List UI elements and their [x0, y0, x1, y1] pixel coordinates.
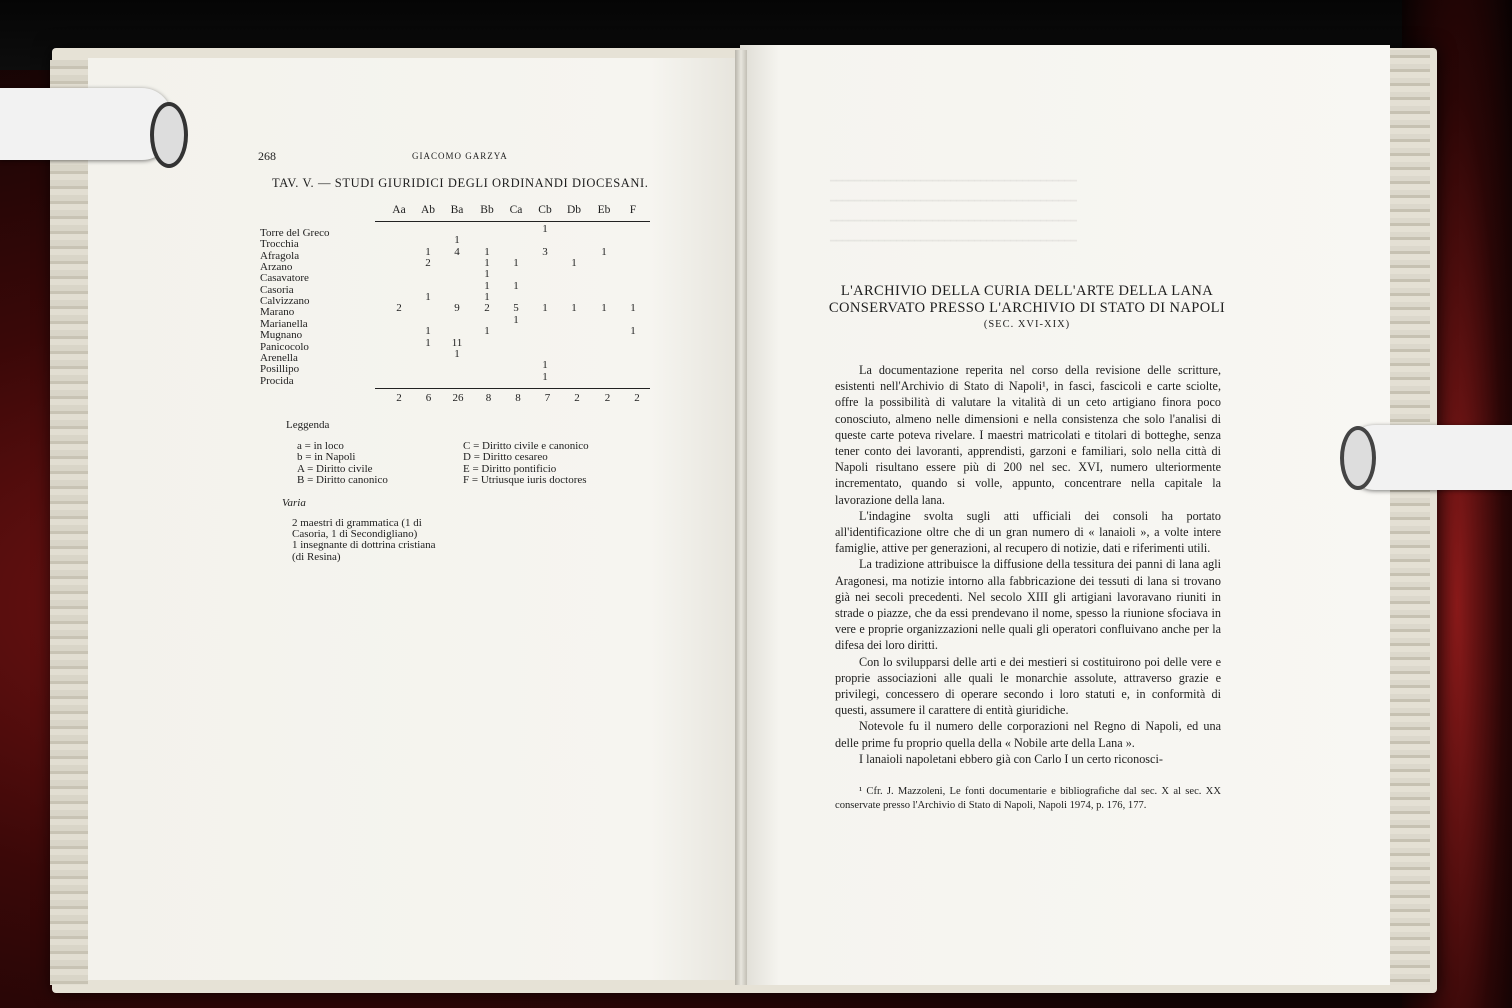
- show-through-text: ━━━━━━━━━━━━━━━━━━━━━━━━━━━━━━━━━━━━━━━━━: [830, 216, 1077, 227]
- table-cell: 9: [454, 302, 460, 315]
- table-cell: 2: [484, 302, 490, 315]
- legend-item: D = Diritto cesareo: [463, 451, 548, 464]
- title-line-1: L'ARCHIVIO DELLA CURIA DELL'ARTE DELLA LANA: [840, 283, 1214, 299]
- table-cell: 1: [601, 302, 607, 315]
- table-cell: 1: [484, 325, 490, 338]
- legend-item: b = in Napoli: [297, 451, 356, 464]
- table-cell: 1: [484, 268, 490, 281]
- column-header: Db: [566, 204, 582, 216]
- article-body: [835, 362, 1221, 767]
- table-cell: 1: [425, 336, 431, 349]
- show-through-text: ━━━━━━━━━━━━━━━━━━━━━━━━━━━━━━━━━━━━━━━━━: [830, 236, 1077, 247]
- row-label: Casoria: [260, 283, 294, 296]
- table-cell: 1: [454, 234, 460, 247]
- table-cell: 2: [396, 302, 402, 315]
- table-cell: 2: [425, 257, 431, 270]
- table-cell: 1: [425, 245, 431, 258]
- table-cell: 5: [513, 302, 519, 315]
- column-header: Ab: [420, 204, 436, 216]
- legend-item: 2 maestri di grammatica (1 di: [292, 517, 422, 529]
- table-title: TAV. V. — STUDI GIURIDICI DEGLI ORDINANDI DIOCESANI.: [272, 176, 649, 190]
- table-cell: 1: [601, 245, 607, 258]
- clip-ring-right: [1340, 426, 1376, 490]
- legend-item: E = Diritto pontificio: [463, 462, 557, 475]
- paragraph: I lanaioli napoletani ebbero già con Carlo I un certo riconosci-: [859, 751, 1163, 766]
- legend-item: B = Diritto canonico: [297, 473, 388, 486]
- book-gutter: [735, 50, 747, 985]
- column-header: Ba: [450, 204, 464, 216]
- total-cell: 2: [396, 392, 402, 404]
- table-cell: 1: [513, 257, 519, 270]
- total-cell: 26: [452, 392, 464, 404]
- table-cell: 1: [542, 302, 548, 315]
- legend-title: Leggenda: [286, 419, 330, 431]
- row-label: Trocchia: [260, 238, 299, 251]
- column-header: Ca: [509, 204, 523, 216]
- legend-item: Casoria, 1 di Secondigliano): [292, 528, 418, 541]
- legend-item: F = Utriusque iuris doctores: [463, 473, 587, 486]
- paragraph: L'indagine svolta sugli atti ufficiali dei consoli ha portato all'identificazione oltre che di un gran numero di « lanaioli », a volte intere famiglie, attive per generazioni, al recupero di notizie, dati e riferimenti utili.: [835, 508, 1221, 556]
- show-through-text: ━━━━━━━━━━━━━━━━━━━━━━━━━━━━━━━━━━━━━━━━━: [830, 196, 1077, 207]
- total-cell: 8: [485, 392, 492, 404]
- row-label: Procida: [260, 374, 294, 387]
- total-cell: 2: [604, 392, 611, 404]
- table-cell: 4: [454, 245, 460, 258]
- table-cell: 1: [513, 279, 519, 292]
- page-edges-left: [50, 60, 88, 985]
- running-head: GIACOMO GARZYA: [412, 151, 508, 161]
- paragraph: Notevole fu il numero delle corporazioni nel Regno di Napoli, ed una delle prime fu proprio quella della « Nobile arte della Lana ».: [835, 719, 1221, 750]
- show-through-text: ━━━━━━━━━━━━━━━━━━━━━━━━━━━━━━━━━━━━━━━━━: [830, 176, 1077, 187]
- legend-item: (di Resina): [292, 550, 341, 563]
- paragraph: La tradizione attribuisce la diffusione della tessitura dei panni di lana agli Aragonesi, ma notizie intorno alla fabbricazione dei tessuti di lana si trovano già nei secoli precedenti. Nel secolo XIII gli artigiani lavoravano riuniti in strade o piazze, che da essi prendevano il nome, spesso la riunione sfociava in vere e proprie organizzazioni nelle quali gli operatori confluivano anche per la difesa dei loro diritti.: [835, 557, 1221, 653]
- paragraph: La documentazione reperita nel corso della revisione delle scritture, esistenti nell'Archivio di Stato di Napoli¹, in fasci, fascicoli e carte sciolte, offre la possibilità di valutare la vitalità di un ceto artigiano finora poco conosciuto, almeno nelle dimensioni e nella consistenza che solo l'analisi di queste carte poteva rivelare. I maestri matricolati e titolari di botteghe, senza tener conto dei lavoranti, apprendisti, garzoni e familiari, solo nella città di Napoli risultano essere più di 200 nel sec. XVI, numero ulteriormente incrementato, quando si volle, appunto, concentrare nella capitale la lavorazione della lana.: [835, 363, 1221, 507]
- page-number: 268: [258, 149, 276, 163]
- table-cell: 1: [513, 313, 519, 326]
- varia-title: Varia: [282, 497, 306, 509]
- row-label: Panicocolo: [260, 340, 309, 353]
- table-cell: 1: [542, 359, 548, 372]
- row-label: Torre del Greco: [260, 227, 330, 239]
- column-header: Eb: [597, 204, 611, 216]
- title-line-2: CONSERVATO PRESSO L'ARCHIVIO DI STATO DI NAPOLI: [828, 300, 1226, 316]
- row-label: Afragola: [260, 249, 300, 262]
- table-cell: 1: [630, 325, 636, 338]
- footnote: ¹ Cfr. J. Mazzoleni, Le fonti documentarie e bibliografiche dal sec. X al sec. XX conservate presso l'Archivio di Stato di Napoli, Napoli 1974, p. 176, 177.: [835, 786, 1221, 811]
- table-cell: 3: [542, 245, 548, 258]
- book-strap-left: [0, 88, 172, 160]
- table-cell: 1: [542, 223, 548, 235]
- table-cell: 1: [454, 347, 460, 360]
- row-label: Posillipo: [260, 363, 300, 376]
- column-header: Aa: [392, 204, 406, 216]
- row-label: Calvizzano: [260, 295, 310, 308]
- row-label: Arenella: [260, 351, 298, 364]
- title-period: (SEC. XVI-XIX): [983, 319, 1071, 330]
- total-cell: 2: [634, 392, 640, 404]
- legend-item: A = Diritto civile: [297, 462, 373, 475]
- table-cell: 11: [451, 336, 463, 349]
- table-cell: 1: [630, 302, 636, 315]
- table-cell: 1: [484, 245, 490, 258]
- table-cell: 1: [484, 257, 490, 270]
- legend-item: C = Diritto civile e canonico: [463, 440, 589, 452]
- total-cell: 8: [515, 392, 521, 404]
- row-label: Casavatore: [260, 272, 309, 285]
- total-cell: 6: [425, 392, 432, 404]
- column-header: Bb: [480, 204, 494, 216]
- row-label: Marano: [260, 306, 295, 319]
- table-cell: 1: [542, 370, 548, 383]
- row-label: Marianella: [260, 317, 308, 330]
- total-cell: 7: [544, 392, 551, 404]
- legend-item: 1 insegnante di dottrina cristiana: [292, 539, 436, 552]
- column-header: Cb: [538, 204, 552, 216]
- legend-item: a = in loco: [297, 440, 344, 452]
- table-cell: 1: [484, 279, 490, 292]
- table-cell: 1: [484, 291, 490, 304]
- column-header: F: [629, 204, 637, 216]
- total-cell: 2: [574, 392, 580, 404]
- table-cell: 1: [425, 325, 431, 338]
- row-label: Mugnano: [260, 329, 303, 342]
- paragraph: Con lo svilupparsi delle arti e dei mestieri si costituirono poi delle vere e proprie associazioni alle quali le monarchie assolute, attraverso grazie e privilegi, concessero di operare secondo i loro statuti e, in conformità di questi, assumere il carattere di entità giuridiche.: [835, 654, 1221, 718]
- row-label: Arzano: [260, 261, 293, 274]
- article-title: [822, 283, 1232, 330]
- clip-ring-left: [150, 102, 188, 168]
- table-cell: 1: [425, 291, 431, 304]
- table-rule-top: [375, 221, 650, 222]
- table-cell: 1: [571, 302, 577, 315]
- table-rule-bottom: [375, 388, 650, 389]
- table-cell: 1: [571, 257, 577, 270]
